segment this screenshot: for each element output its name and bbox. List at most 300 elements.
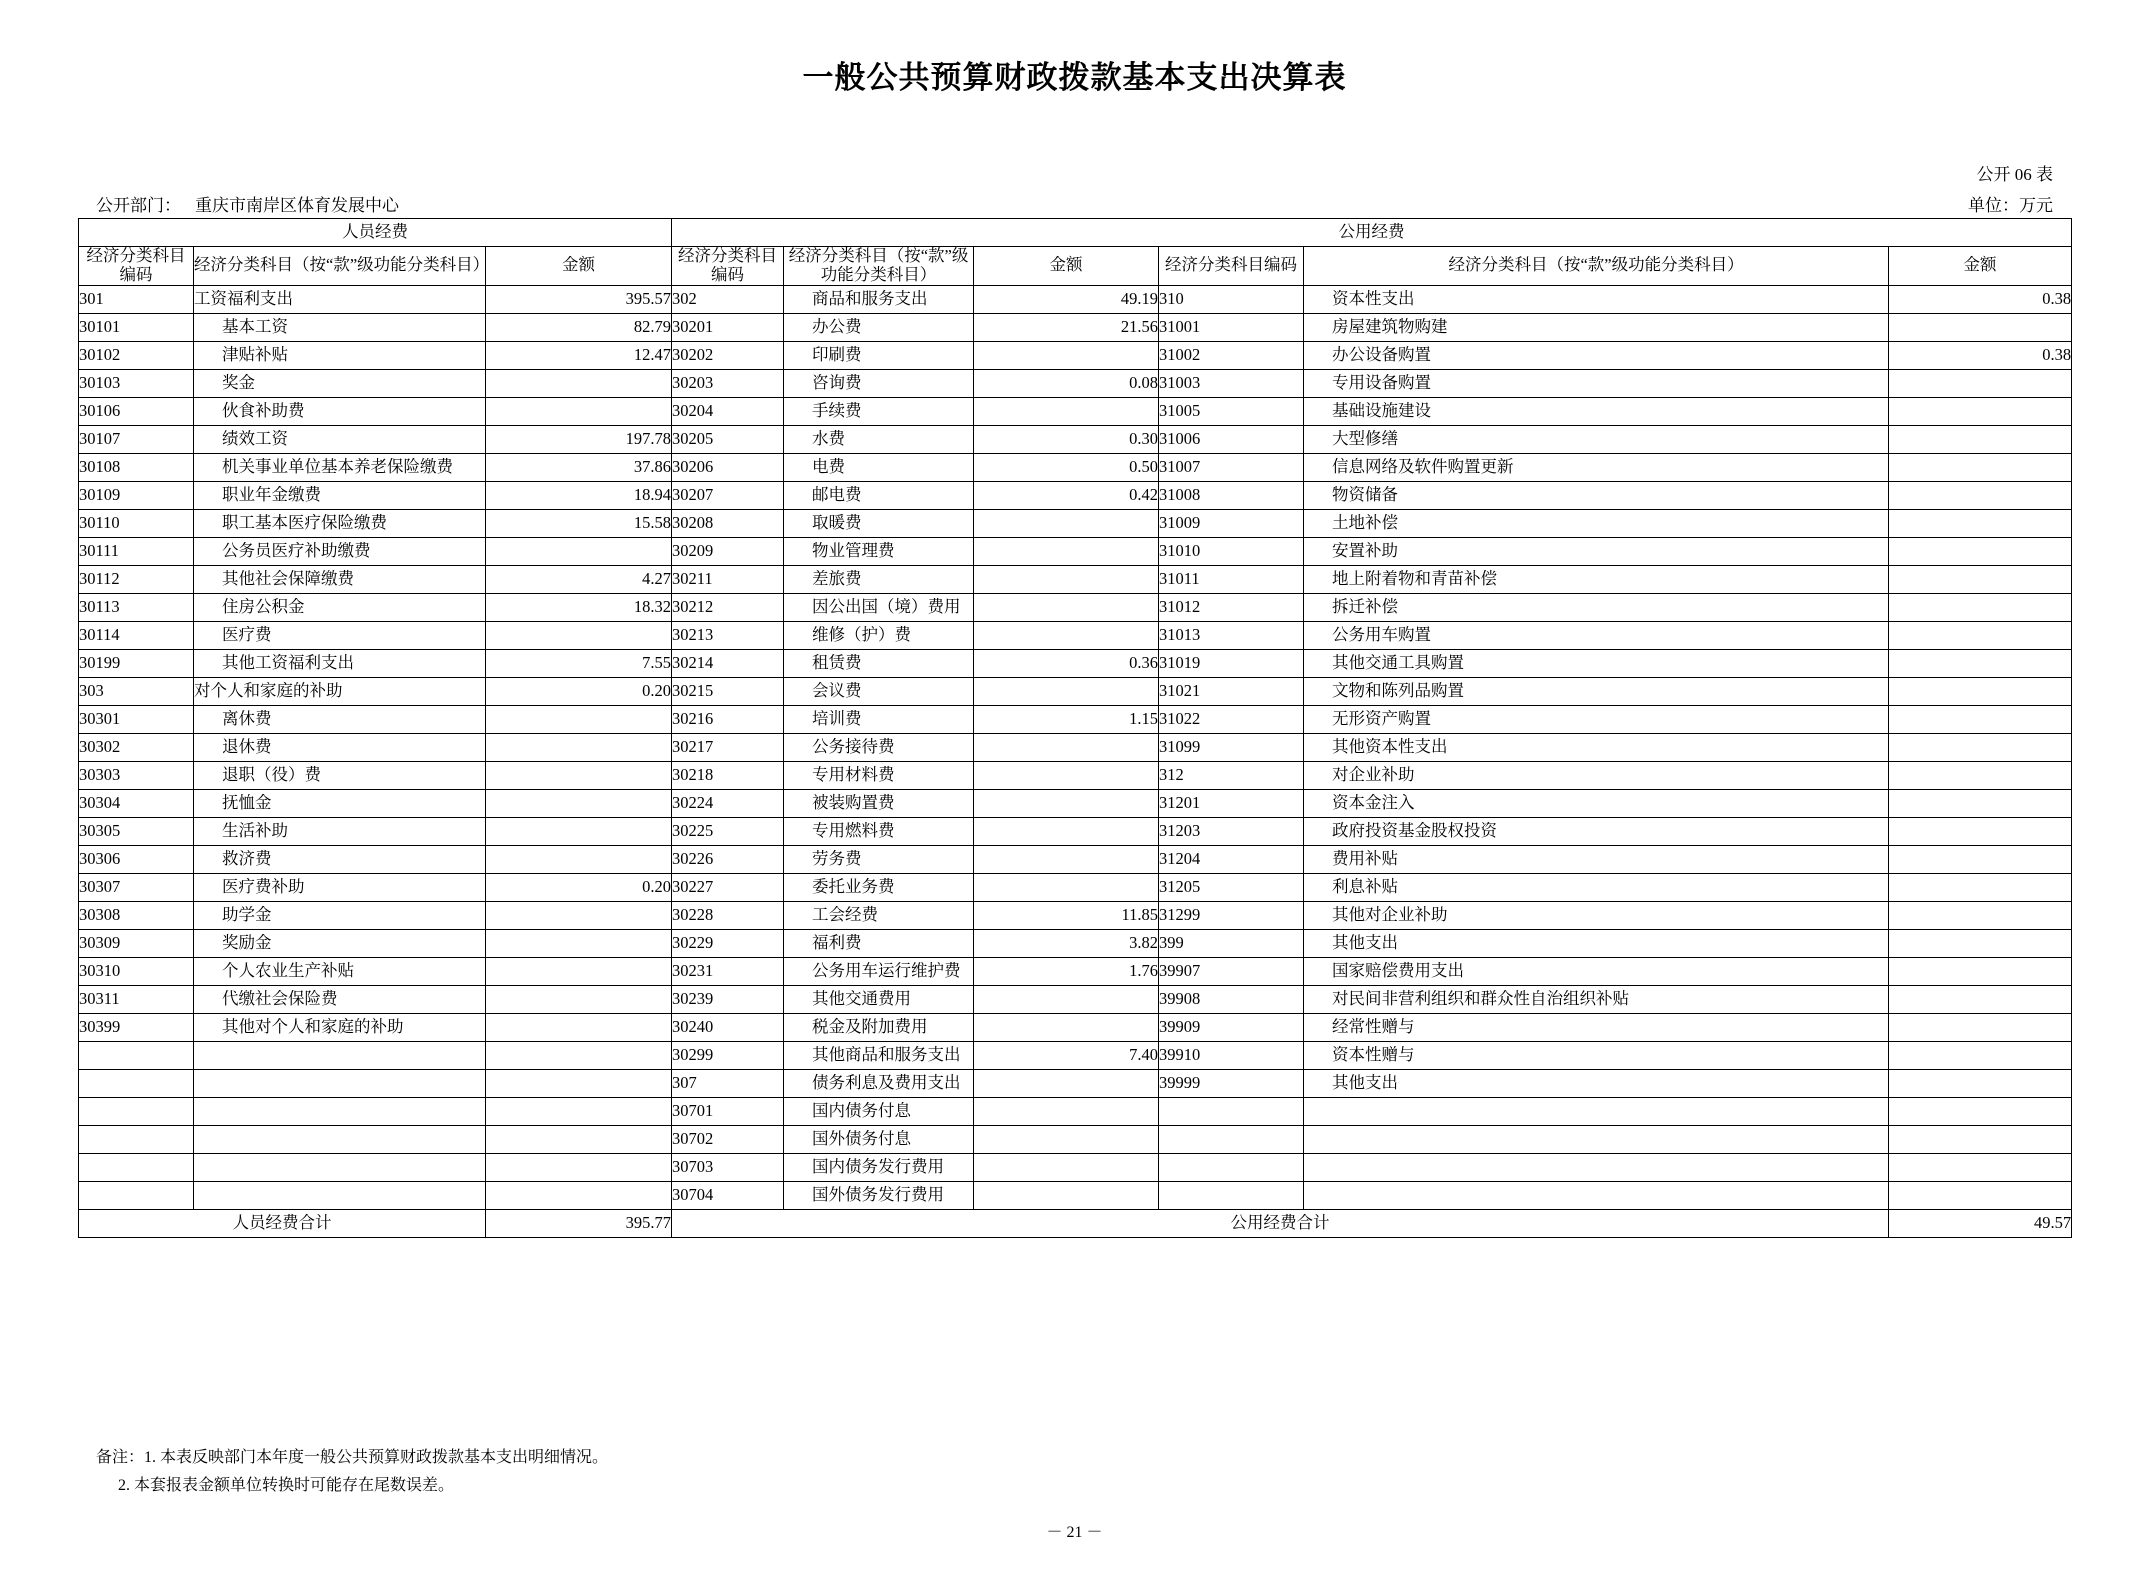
cell-personnel-code: 30110 [79, 509, 194, 537]
unit-label: 单位：万元 [1968, 196, 2053, 215]
cell-goods-amount [974, 397, 1159, 425]
cell-personnel-amount [486, 537, 672, 565]
cell-goods-code: 30208 [672, 509, 784, 537]
cell-personnel-code: 30306 [79, 845, 194, 873]
cell-personnel-code: 30307 [79, 873, 194, 901]
cell-personnel-code: 30107 [79, 425, 194, 453]
cell-capital-code: 31001 [1159, 313, 1304, 341]
cell-personnel-amount [486, 1097, 672, 1125]
cell-goods-amount: 1.15 [974, 705, 1159, 733]
cell-capital-code: 31201 [1159, 789, 1304, 817]
cell-goods-amount: 49.19 [974, 285, 1159, 313]
public-total-value: 49.57 [1889, 1209, 2072, 1237]
table-body [79, 285, 2072, 1209]
personnel-total-label: 人员经费合计 [79, 1209, 486, 1237]
cell-personnel-name: 其他社会保障缴费 [194, 565, 486, 593]
cell-personnel-code: 30103 [79, 369, 194, 397]
cell-goods-name: 劳务费 [784, 845, 974, 873]
cell-goods-code: 30209 [672, 537, 784, 565]
cell-goods-name: 专用燃料费 [784, 817, 974, 845]
table-row [79, 1097, 2072, 1125]
cell-personnel-amount: 4.27 [486, 565, 672, 593]
department-label: 公开部门： [96, 196, 181, 215]
cell-capital-amount [1889, 817, 2072, 845]
table-row [79, 789, 2072, 817]
totals-row [79, 1209, 2072, 1237]
cell-capital-name: 其他支出 [1304, 1069, 1889, 1097]
cell-capital-name: 资本金注入 [1304, 789, 1889, 817]
cell-goods-code: 30231 [672, 957, 784, 985]
cell-goods-name: 公务接待费 [784, 733, 974, 761]
cell-capital-name: 国家赔偿费用支出 [1304, 957, 1889, 985]
cell-personnel-name: 代缴社会保险费 [194, 985, 486, 1013]
cell-personnel-amount [486, 817, 672, 845]
cell-personnel-amount: 0.20 [486, 677, 672, 705]
cell-personnel-name: 工资福利支出 [194, 285, 486, 313]
cell-personnel-name [194, 1153, 486, 1181]
cell-capital-name: 资本性支出 [1304, 285, 1889, 313]
cell-personnel-amount: 18.94 [486, 481, 672, 509]
cell-goods-code: 30216 [672, 705, 784, 733]
cell-goods-code: 30207 [672, 481, 784, 509]
cell-goods-amount [974, 873, 1159, 901]
table-row [79, 901, 2072, 929]
cell-goods-code: 30211 [672, 565, 784, 593]
cell-personnel-name: 奖励金 [194, 929, 486, 957]
table-row [79, 929, 2072, 957]
cell-capital-name: 公务用车购置 [1304, 621, 1889, 649]
cell-capital-code: 31007 [1159, 453, 1304, 481]
table-row [79, 817, 2072, 845]
cell-personnel-amount: 7.55 [486, 649, 672, 677]
col-header-personnel-name: 经济分类科目（按“款”级功能分类科目） [194, 247, 486, 286]
cell-goods-code: 30218 [672, 761, 784, 789]
table-row [79, 845, 2072, 873]
cell-capital-amount [1889, 789, 2072, 817]
cell-capital-code: 39910 [1159, 1041, 1304, 1069]
cell-personnel-name: 助学金 [194, 901, 486, 929]
cell-personnel-code: 30305 [79, 817, 194, 845]
cell-goods-name: 工会经费 [784, 901, 974, 929]
cell-personnel-amount [486, 705, 672, 733]
cell-goods-name: 咨询费 [784, 369, 974, 397]
cell-personnel-code: 301 [79, 285, 194, 313]
cell-personnel-name: 生活补助 [194, 817, 486, 845]
cell-goods-code: 30225 [672, 817, 784, 845]
cell-capital-amount [1889, 481, 2072, 509]
cell-personnel-amount [486, 1041, 672, 1069]
cell-personnel-code: 30111 [79, 537, 194, 565]
cell-capital-amount [1889, 313, 2072, 341]
cell-capital-amount [1889, 957, 2072, 985]
cell-goods-amount [974, 677, 1159, 705]
table-row [79, 1125, 2072, 1153]
cell-goods-code: 30201 [672, 313, 784, 341]
personnel-total-value: 395.77 [486, 1209, 672, 1237]
cell-personnel-amount: 15.58 [486, 509, 672, 537]
table-row [79, 593, 2072, 621]
table-row [79, 1153, 2072, 1181]
cell-capital-code: 39907 [1159, 957, 1304, 985]
col-header-goods-amount: 金额 [974, 247, 1159, 286]
cell-personnel-code: 30113 [79, 593, 194, 621]
public-total-label: 公用经费合计 [672, 1209, 1889, 1237]
cell-goods-code: 30215 [672, 677, 784, 705]
cell-personnel-amount [486, 1181, 672, 1209]
col-header-capital-code: 经济分类科目编码 [1159, 247, 1304, 286]
table-row [79, 481, 2072, 509]
table-row [79, 621, 2072, 649]
cell-capital-amount [1889, 537, 2072, 565]
cell-capital-code: 39908 [1159, 985, 1304, 1013]
cell-capital-amount [1889, 1097, 2072, 1125]
group-header-row [79, 219, 2072, 247]
table-row [79, 537, 2072, 565]
cell-capital-amount [1889, 397, 2072, 425]
cell-goods-amount: 3.82 [974, 929, 1159, 957]
cell-personnel-code [79, 1097, 194, 1125]
cell-goods-amount [974, 537, 1159, 565]
cell-personnel-amount [486, 1013, 672, 1041]
cell-personnel-name [194, 1069, 486, 1097]
table-row [79, 397, 2072, 425]
cell-capital-name: 资本性赠与 [1304, 1041, 1889, 1069]
page-title: 一般公共预算财政拨款基本支出决算表 [802, 60, 1347, 95]
cell-goods-amount: 0.08 [974, 369, 1159, 397]
cell-personnel-amount [486, 621, 672, 649]
cell-capital-amount [1889, 929, 2072, 957]
cell-personnel-name: 医疗费补助 [194, 873, 486, 901]
cell-capital-code: 310 [1159, 285, 1304, 313]
cell-goods-name: 办公费 [784, 313, 974, 341]
table-row [79, 957, 2072, 985]
cell-personnel-code: 30199 [79, 649, 194, 677]
cell-goods-amount [974, 789, 1159, 817]
col-header-goods-code: 经济分类科目编码 [672, 247, 784, 286]
department-line [96, 191, 399, 216]
cell-personnel-code: 30109 [79, 481, 194, 509]
cell-goods-name: 公务用车运行维护费 [784, 957, 974, 985]
cell-personnel-name: 救济费 [194, 845, 486, 873]
cell-goods-name: 取暖费 [784, 509, 974, 537]
cell-goods-name: 专用材料费 [784, 761, 974, 789]
cell-capital-name: 房屋建筑物购建 [1304, 313, 1889, 341]
cell-capital-code: 31009 [1159, 509, 1304, 537]
cell-goods-code: 30202 [672, 341, 784, 369]
cell-capital-name: 大型修缮 [1304, 425, 1889, 453]
cell-personnel-name: 对个人和家庭的补助 [194, 677, 486, 705]
note-line-1: 备注：1. 本表反映部门本年度一般公共预算财政拨款基本支出明细情况。 [96, 1449, 609, 1466]
cell-goods-name: 其他商品和服务支出 [784, 1041, 974, 1069]
cell-personnel-amount [486, 957, 672, 985]
cell-capital-code: 31205 [1159, 873, 1304, 901]
cell-capital-name: 对民间非营利组织和群众性自治组织补贴 [1304, 985, 1889, 1013]
cell-capital-code: 39909 [1159, 1013, 1304, 1041]
cell-goods-code: 30702 [672, 1125, 784, 1153]
table-row [79, 369, 2072, 397]
cell-personnel-code: 30302 [79, 733, 194, 761]
cell-capital-amount [1889, 1125, 2072, 1153]
cell-personnel-name: 离休费 [194, 705, 486, 733]
cell-personnel-code: 30304 [79, 789, 194, 817]
table-row [79, 565, 2072, 593]
cell-capital-amount [1889, 1181, 2072, 1209]
cell-personnel-code [79, 1153, 194, 1181]
cell-capital-name: 政府投资基金股权投资 [1304, 817, 1889, 845]
table-row [79, 285, 2072, 313]
cell-capital-code [1159, 1181, 1304, 1209]
cell-goods-amount [974, 1181, 1159, 1209]
cell-capital-name: 拆迁补偿 [1304, 593, 1889, 621]
page-number: － 21 － [1046, 1524, 1103, 1541]
cell-capital-amount [1889, 677, 2072, 705]
cell-personnel-name: 住房公积金 [194, 593, 486, 621]
cell-capital-code: 31003 [1159, 369, 1304, 397]
col-header-capital-amount: 金额 [1889, 247, 2072, 286]
table-row [79, 1013, 2072, 1041]
cell-capital-name: 其他资本性支出 [1304, 733, 1889, 761]
cell-goods-name: 维修（护）费 [784, 621, 974, 649]
cell-capital-name: 文物和陈列品购置 [1304, 677, 1889, 705]
document-page [0, 52, 2149, 1572]
cell-personnel-code: 30101 [79, 313, 194, 341]
table-row [79, 425, 2072, 453]
cell-capital-name: 无形资产购置 [1304, 705, 1889, 733]
cell-personnel-name [194, 1097, 486, 1125]
cell-goods-name: 会议费 [784, 677, 974, 705]
cell-goods-code: 30703 [672, 1153, 784, 1181]
cell-capital-amount: 0.38 [1889, 341, 2072, 369]
cell-capital-name: 专用设备购置 [1304, 369, 1889, 397]
cell-capital-name: 物资储备 [1304, 481, 1889, 509]
cell-goods-amount: 0.36 [974, 649, 1159, 677]
cell-capital-name: 安置补助 [1304, 537, 1889, 565]
cell-goods-name: 手续费 [784, 397, 974, 425]
cell-capital-name: 其他交通工具购置 [1304, 649, 1889, 677]
cell-goods-name: 物业管理费 [784, 537, 974, 565]
cell-capital-code: 31010 [1159, 537, 1304, 565]
cell-capital-code: 31008 [1159, 481, 1304, 509]
cell-capital-amount [1889, 761, 2072, 789]
cell-personnel-code: 30102 [79, 341, 194, 369]
cell-capital-amount [1889, 901, 2072, 929]
cell-goods-code: 30205 [672, 425, 784, 453]
cell-goods-name: 国外债务付息 [784, 1125, 974, 1153]
cell-personnel-amount [486, 397, 672, 425]
cell-personnel-name: 退休费 [194, 733, 486, 761]
cell-personnel-amount [486, 845, 672, 873]
cell-capital-code: 31005 [1159, 397, 1304, 425]
cell-goods-name: 其他交通费用 [784, 985, 974, 1013]
cell-personnel-name: 绩效工资 [194, 425, 486, 453]
cell-goods-code: 30239 [672, 985, 784, 1013]
department-value: 重庆市南岸区体育发展中心 [195, 196, 399, 215]
cell-personnel-name: 个人农业生产补贴 [194, 957, 486, 985]
cell-personnel-name: 奖金 [194, 369, 486, 397]
cell-personnel-name: 医疗费 [194, 621, 486, 649]
cell-capital-code: 31204 [1159, 845, 1304, 873]
cell-goods-amount [974, 761, 1159, 789]
cell-personnel-code [79, 1069, 194, 1097]
cell-goods-name: 税金及附加费用 [784, 1013, 974, 1041]
cell-personnel-name [194, 1181, 486, 1209]
cell-capital-name: 对企业补助 [1304, 761, 1889, 789]
cell-capital-name: 办公设备购置 [1304, 341, 1889, 369]
cell-goods-name: 差旅费 [784, 565, 974, 593]
cell-capital-name [1304, 1097, 1889, 1125]
cell-goods-name: 国外债务发行费用 [784, 1181, 974, 1209]
cell-personnel-amount: 82.79 [486, 313, 672, 341]
cell-capital-amount [1889, 369, 2072, 397]
cell-capital-code: 31021 [1159, 677, 1304, 705]
cell-goods-name: 印刷费 [784, 341, 974, 369]
cell-capital-code: 31012 [1159, 593, 1304, 621]
cell-personnel-amount [486, 985, 672, 1013]
cell-capital-code [1159, 1153, 1304, 1181]
cell-goods-code: 30224 [672, 789, 784, 817]
cell-goods-name: 福利费 [784, 929, 974, 957]
cell-personnel-code: 30311 [79, 985, 194, 1013]
cell-personnel-code: 30303 [79, 761, 194, 789]
cell-goods-code: 30299 [672, 1041, 784, 1069]
cell-capital-amount [1889, 873, 2072, 901]
cell-goods-amount [974, 845, 1159, 873]
cell-capital-amount [1889, 649, 2072, 677]
cell-capital-amount [1889, 425, 2072, 453]
basic-expenditure-table [78, 218, 2072, 1238]
cell-goods-amount: 11.85 [974, 901, 1159, 929]
cell-goods-code: 30206 [672, 453, 784, 481]
cell-goods-code: 30213 [672, 621, 784, 649]
cell-capital-name [1304, 1125, 1889, 1153]
cell-goods-name: 水费 [784, 425, 974, 453]
cell-capital-code: 31019 [1159, 649, 1304, 677]
cell-capital-code: 399 [1159, 929, 1304, 957]
cell-goods-code: 30228 [672, 901, 784, 929]
table-row [79, 761, 2072, 789]
cell-capital-code: 39999 [1159, 1069, 1304, 1097]
cell-goods-code: 30227 [672, 873, 784, 901]
cell-personnel-amount: 197.78 [486, 425, 672, 453]
cell-capital-amount: 0.38 [1889, 285, 2072, 313]
cell-goods-code: 302 [672, 285, 784, 313]
cell-capital-name [1304, 1181, 1889, 1209]
cell-personnel-name: 伙食补助费 [194, 397, 486, 425]
cell-goods-name: 委托业务费 [784, 873, 974, 901]
cell-goods-name: 邮电费 [784, 481, 974, 509]
cell-personnel-code: 30106 [79, 397, 194, 425]
cell-goods-code: 30704 [672, 1181, 784, 1209]
cell-goods-amount [974, 565, 1159, 593]
cell-personnel-amount [486, 929, 672, 957]
cell-personnel-code: 303 [79, 677, 194, 705]
table-row [79, 1041, 2072, 1069]
cell-goods-amount [974, 1125, 1159, 1153]
table-row [79, 453, 2072, 481]
cell-capital-amount [1889, 985, 2072, 1013]
cell-capital-amount [1889, 453, 2072, 481]
cell-personnel-name: 退职（役）费 [194, 761, 486, 789]
cell-personnel-amount [486, 901, 672, 929]
cell-capital-amount [1889, 565, 2072, 593]
cell-personnel-name: 公务员医疗补助缴费 [194, 537, 486, 565]
cell-capital-name: 利息补贴 [1304, 873, 1889, 901]
cell-goods-amount [974, 341, 1159, 369]
cell-capital-code: 31011 [1159, 565, 1304, 593]
cell-personnel-amount: 18.32 [486, 593, 672, 621]
cell-capital-name: 费用补贴 [1304, 845, 1889, 873]
cell-goods-code: 30214 [672, 649, 784, 677]
cell-goods-name: 国内债务发行费用 [784, 1153, 974, 1181]
cell-capital-code: 31299 [1159, 901, 1304, 929]
cell-personnel-name [194, 1041, 486, 1069]
cell-personnel-name: 津贴补贴 [194, 341, 486, 369]
cell-goods-code: 307 [672, 1069, 784, 1097]
cell-capital-amount [1889, 705, 2072, 733]
cell-capital-code: 31013 [1159, 621, 1304, 649]
cell-goods-name: 培训费 [784, 705, 974, 733]
cell-personnel-code [79, 1125, 194, 1153]
cell-goods-amount [974, 1153, 1159, 1181]
cell-capital-code: 31099 [1159, 733, 1304, 761]
cell-goods-code: 30240 [672, 1013, 784, 1041]
cell-goods-name: 被装购置费 [784, 789, 974, 817]
cell-personnel-name: 机关事业单位基本养老保险缴费 [194, 453, 486, 481]
cell-personnel-name [194, 1125, 486, 1153]
group-header-public: 公用经费 [672, 219, 2072, 247]
cell-capital-amount [1889, 1041, 2072, 1069]
cell-capital-code: 31006 [1159, 425, 1304, 453]
cell-personnel-amount: 0.20 [486, 873, 672, 901]
cell-capital-amount [1889, 593, 2072, 621]
column-header-row [79, 247, 2072, 286]
cell-goods-amount: 21.56 [974, 313, 1159, 341]
cell-personnel-code: 30310 [79, 957, 194, 985]
cell-capital-amount [1889, 733, 2072, 761]
cell-goods-name: 国内债务付息 [784, 1097, 974, 1125]
table-row [79, 1069, 2072, 1097]
table-row [79, 677, 2072, 705]
col-header-personnel-code: 经济分类科目编码 [79, 247, 194, 286]
cell-goods-code: 30217 [672, 733, 784, 761]
cell-capital-name: 其他对企业补助 [1304, 901, 1889, 929]
cell-personnel-name: 其他工资福利支出 [194, 649, 486, 677]
table-row [79, 313, 2072, 341]
cell-capital-code: 31002 [1159, 341, 1304, 369]
cell-personnel-amount: 12.47 [486, 341, 672, 369]
cell-goods-amount: 1.76 [974, 957, 1159, 985]
table-notes [96, 1444, 608, 1500]
cell-capital-name: 其他支出 [1304, 929, 1889, 957]
cell-personnel-name: 其他对个人和家庭的补助 [194, 1013, 486, 1041]
group-header-personnel: 人员经费 [79, 219, 672, 247]
cell-goods-name: 电费 [784, 453, 974, 481]
form-number: 公开 06 表 [1976, 165, 2053, 184]
col-header-personnel-amount: 金额 [486, 247, 672, 286]
cell-goods-code: 30226 [672, 845, 784, 873]
cell-goods-name: 债务利息及费用支出 [784, 1069, 974, 1097]
table-row [79, 649, 2072, 677]
cell-personnel-amount [486, 733, 672, 761]
cell-capital-amount [1889, 1069, 2072, 1097]
cell-capital-name [1304, 1153, 1889, 1181]
cell-capital-code: 312 [1159, 761, 1304, 789]
cell-capital-amount [1889, 1153, 2072, 1181]
cell-capital-amount [1889, 621, 2072, 649]
cell-personnel-name: 职业年金缴费 [194, 481, 486, 509]
cell-capital-amount [1889, 845, 2072, 873]
cell-goods-code: 30203 [672, 369, 784, 397]
